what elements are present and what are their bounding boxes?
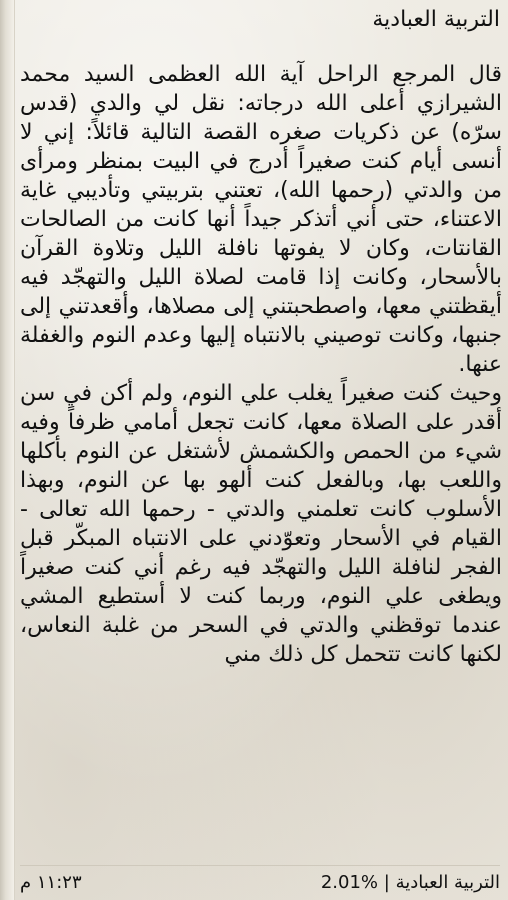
paragraph: وحيث كنت صغيراً يغلب علي النوم، ولم أكن في سن أقدر على الصلاة معها، كانت تجعل أمامي ظرفاً وفيه شيء من الحمص والكشمش لأشتغل عن النوم بأكلها واللعب بها، وبالفعل كنت ألهو بها عن النوم، وبهذا الأسلوب كانت تعلمني والدتي - رحمها الله تعالى - القيام في الأسحار وتعوّدني على الانتباه المبكّر قبل الفجر لنافلة الليل والتهجّد فيه رغم أني كنت صغيراً ويطغى علي النوم، وربما كنت لا أستطيع المشي عندما توقظني والدتي في السحر من غلبة النعاس، لكنها كانت تتحمل كل ذلك مني [20,381,502,667]
paragraph: قال المرجع الراحل آية الله العظمى السيد محمد الشيرازي أعلى الله درجاته: نقل لي والدي (قدس سرّه) عن ذكريات صغره القصة التالية قائلاً: إني لا أنسى أيام كنت صغيراً أدرج في البيت بمنظر ومرأى من والدتي (رحمها الله)، تعتني بتربيتي وتأديبي غاية الاعتناء، حتى أني أتذكر جيداً أنها كانت من الصالحات القانتات، وكان لا يفوتها نافلة الليل وتلاوة القرآن بالأسحار، وكانت إذا قامت لصلاة الليل والتهجّد فيه أيقظتني معها، واصطحبتني إلى مصلاها، وأقعدتني إلى جنبها، وكانت توصيني بالانتباه إليها وعدم النوم والغفلة عنها. [20,62,502,377]
status-footer [20,865,500,898]
book-title: التربية العبادية [395,871,500,893]
clock-time: ١١:٢٣ م [20,871,82,893]
reading-text[interactable] [20,60,502,862]
book-progress-info [321,872,500,893]
progress-percent: %2.01 [320,871,379,893]
chapter-title: التربية العبادية [372,7,500,32]
separator: | [383,871,390,893]
page-edge [0,0,15,900]
